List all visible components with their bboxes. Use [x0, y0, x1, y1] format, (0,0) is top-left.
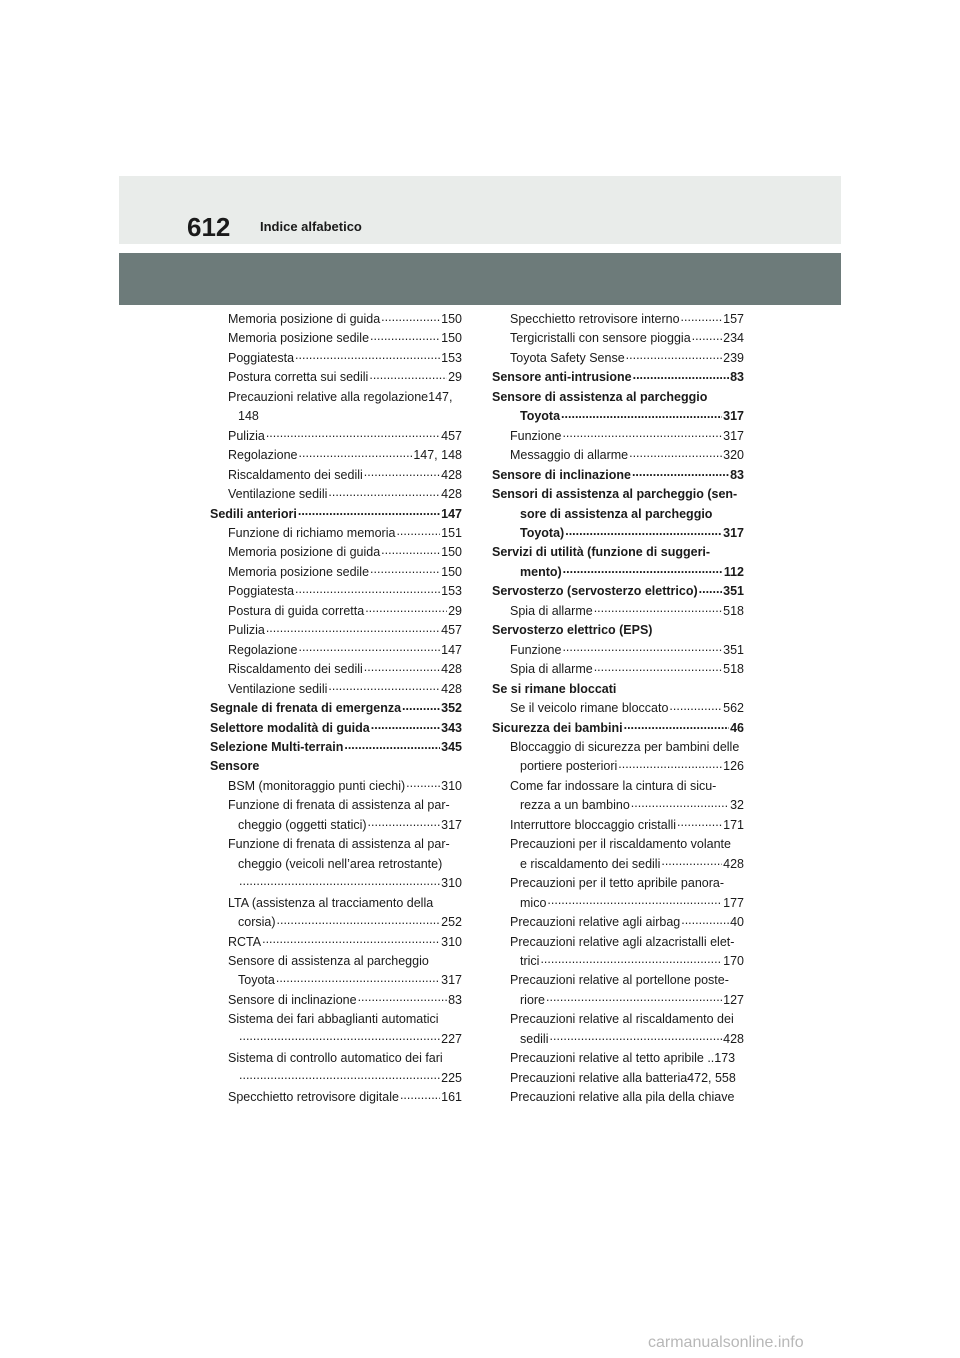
index-heading [210, 699, 462, 718]
dot-leader [239, 1072, 440, 1082]
page-ref: 127 [723, 992, 744, 1007]
page-ref: 83 [730, 467, 744, 482]
page-ref: 428 [723, 856, 744, 871]
entry-text: Selezione Multi-terrain [210, 739, 344, 754]
dot-leader [540, 955, 722, 965]
index-entry [210, 543, 462, 562]
index-heading [492, 524, 744, 543]
entry-text: Sensore di inclinazione [492, 467, 631, 482]
index-entry [492, 816, 744, 835]
dot-leader [295, 352, 440, 362]
dot-leader [328, 683, 440, 693]
index-heading [492, 543, 744, 562]
index-entry [210, 641, 462, 660]
index-entry [492, 310, 744, 329]
page-ref: 351 [723, 642, 744, 657]
entry-text: Selettore modalità di guida [210, 720, 370, 735]
section-title: Indice alfabetico [260, 219, 362, 234]
page-ref: 29 [448, 603, 462, 618]
page-ref: 29 [448, 370, 462, 385]
entry-text: sedili [520, 1031, 549, 1046]
index-entry [210, 446, 462, 465]
entry-text: Spia di allarme [510, 603, 593, 618]
dot-leader [328, 488, 440, 498]
index-heading [492, 563, 744, 582]
page-ref: 428 [441, 662, 462, 677]
dot-leader [633, 371, 729, 381]
index-entry [492, 699, 744, 718]
entry-text: Sensori di assistenza al parcheggio (sen- [492, 487, 738, 502]
entry-text: Funzione [510, 642, 562, 657]
dot-leader [364, 663, 440, 673]
entry-text: Tergicristalli con sensore pioggia [510, 331, 691, 346]
entry-text: Toyota) [520, 525, 565, 540]
page-ref: 428 [441, 467, 462, 482]
index-entry [210, 621, 462, 640]
entry-text: Servosterzo elettrico (EPS) [492, 623, 653, 638]
page-ref: 83 [448, 992, 462, 1007]
entry-text: Sensore [210, 759, 260, 774]
index-entry [492, 1010, 744, 1029]
entry-text: Riscaldamento dei sedili [228, 467, 363, 482]
page-ref: 310 [441, 876, 462, 891]
entry-text: Sedili anteriori [210, 506, 297, 521]
index-entry [492, 329, 744, 348]
entry-text: Interruttore bloccaggio cristalli [510, 817, 677, 832]
page-ref: 170 [723, 953, 744, 968]
index-entry [492, 933, 744, 952]
index-entry [492, 1069, 744, 1088]
entry-text: rezza a un bambino [520, 798, 630, 813]
page-ref: 126 [723, 759, 744, 774]
entry-text: Funzione di richiamo memoria [228, 525, 396, 540]
index-heading [210, 738, 462, 757]
index-heading [492, 582, 744, 601]
entry-text: Riscaldamento dei sedili [228, 662, 363, 677]
dot-leader [624, 722, 730, 732]
page-ref: 227 [441, 1031, 462, 1046]
page-ref: 150 [441, 312, 462, 326]
entry-text: Sensore anti-intrusione [492, 370, 632, 385]
entry-text: Toyota Safety Sense [510, 350, 625, 365]
entry-text: Precauzioni relative al portellone poste- [510, 973, 729, 988]
index-entry [210, 660, 462, 679]
index-entry [492, 913, 744, 932]
index-entry [210, 1010, 462, 1029]
page-ref: 239 [723, 350, 744, 365]
entry-text: sore di assistenza al parcheggio [520, 506, 713, 521]
page-ref: 147 [441, 642, 462, 657]
page-ref: 157 [723, 312, 744, 326]
entry-text: Pulizia [228, 623, 265, 638]
page-ref: 310 [441, 778, 462, 793]
entry-text: Come far indossare la cintura di sicu- [510, 778, 717, 793]
dot-leader [632, 469, 729, 479]
dot-leader [550, 1033, 723, 1043]
page-ref: 317 [723, 428, 744, 443]
entry-text: mico [520, 895, 547, 910]
page-ref: 153 [441, 350, 462, 365]
entry-text: Precauzioni relative al riscaldamento dei [510, 1012, 734, 1027]
page-ref: 147 [441, 506, 462, 521]
entry-text: BSM (monitoraggio punti ciechi) [228, 778, 406, 793]
entry-text: Segnale di frenata di emergenza [210, 701, 402, 716]
index-entry [210, 952, 462, 971]
index-entry [492, 971, 744, 990]
page-ref: 518 [723, 662, 744, 677]
entry-text: Memoria posizione di guida [228, 312, 381, 326]
index-entry [210, 466, 462, 485]
entry-text: Poggiatesta [228, 584, 295, 599]
index-entry [210, 1030, 462, 1049]
index-entry [492, 738, 744, 757]
index-entry [210, 427, 462, 446]
entry-text: Postura corretta sui sedili [228, 370, 369, 385]
entry-text: Ventilazione sedili [228, 681, 328, 696]
entry-text: Postura di guida corretta [228, 603, 365, 618]
index-heading [492, 621, 744, 640]
dot-leader [402, 702, 440, 712]
index-entry [492, 641, 744, 660]
dot-leader [546, 994, 722, 1004]
dot-leader [669, 702, 722, 712]
index-entry [210, 602, 462, 621]
dot-leader [631, 799, 729, 809]
watermark: carmanualsonline.info [648, 1334, 804, 1351]
page-ref: 310 [441, 934, 462, 949]
dot-leader [266, 430, 440, 440]
entry-text: Precauzioni relative alla batteria472, 558 [510, 1070, 736, 1085]
page-ref: 428 [723, 1031, 744, 1046]
dot-leader [371, 722, 440, 732]
entry-text: Toyota [520, 409, 561, 424]
index-entry [492, 1049, 744, 1068]
page-ref: 320 [723, 448, 744, 463]
page-ref: 428 [441, 487, 462, 502]
index-entry [210, 582, 462, 601]
entry-text: Messaggio di allarme [510, 448, 629, 463]
entry-text: Memoria posizione sedile [228, 564, 370, 579]
index-entry [210, 913, 462, 932]
dot-leader [565, 527, 722, 537]
page-ref: 46 [730, 720, 744, 735]
entry-text: RCTA [228, 934, 262, 949]
dot-leader [358, 994, 448, 1004]
index-heading [492, 505, 744, 524]
entry-text: Servizi di utilità (funzione di suggeri- [492, 545, 711, 560]
dot-leader [681, 916, 729, 926]
index-heading [492, 407, 744, 426]
index-column-left [210, 310, 462, 1108]
page-ref: 252 [441, 915, 462, 930]
page-ref: 428 [441, 681, 462, 696]
dot-leader [239, 1033, 440, 1043]
entry-text: Funzione [510, 428, 562, 443]
page-ref: 317 [723, 409, 744, 424]
entry-text: Regolazione [228, 642, 298, 657]
dot-leader [661, 858, 722, 868]
index-column-right [492, 310, 744, 1108]
dot-leader [594, 605, 722, 615]
dot-leader [277, 916, 441, 926]
dot-leader [262, 936, 440, 946]
dot-leader [681, 313, 723, 323]
index-entry [492, 602, 744, 621]
index-heading [492, 368, 744, 387]
index-entry [210, 991, 462, 1010]
index-entry [492, 660, 744, 679]
page-ref: 225 [441, 1070, 462, 1085]
entry-text: Memoria posizione di guida [228, 545, 381, 560]
dot-leader [365, 605, 447, 615]
entry-text: Precauzioni relative alla regolazione147, [228, 389, 453, 404]
index-entry [210, 894, 462, 913]
index-entry [492, 991, 744, 1010]
index-entry [492, 855, 744, 874]
dot-leader [364, 469, 440, 479]
index-entry [492, 874, 744, 893]
entry-text: Servosterzo (servosterzo elettrico) [492, 584, 698, 599]
index-entry [210, 816, 462, 835]
dot-leader [298, 508, 440, 518]
page-ref: 352 [441, 701, 462, 716]
dot-leader [239, 877, 440, 887]
entry-text: e riscaldamento dei sedili [520, 856, 661, 871]
index-entry [210, 971, 462, 990]
index-heading [210, 719, 462, 738]
page-ref: 518 [723, 603, 744, 618]
index-entry [210, 407, 462, 426]
dot-leader [370, 332, 440, 342]
entry-text: Specchietto retrovisore interno [510, 312, 680, 326]
page-ref: 317 [723, 525, 744, 540]
page-ref: 171 [723, 817, 744, 832]
dot-leader [381, 313, 440, 323]
entry-text: Funzione di frenata di assistenza al par- [228, 798, 450, 813]
entry-text: Precauzioni relative agli alzacristalli elet- [510, 934, 735, 949]
entry-text: riore [520, 992, 546, 1007]
page-ref: 83 [730, 370, 744, 385]
page-ref: 150 [441, 564, 462, 579]
index-entry [492, 894, 744, 913]
dot-leader [562, 644, 722, 654]
page-ref: 177 [723, 895, 744, 910]
page-ref: 457 [441, 428, 462, 443]
index-entry [210, 310, 462, 329]
index-entry [210, 1088, 462, 1107]
index-entry [492, 446, 744, 465]
entry-text: Precauzioni relative al tetto apribile .. [510, 1051, 715, 1066]
entry-text: Se il veicolo rimane bloccato [510, 701, 669, 716]
index-entry [210, 388, 462, 407]
page-ref: 150 [441, 545, 462, 560]
page-ref: 40 [730, 915, 744, 930]
entry-text: Memoria posizione sedile [228, 331, 370, 346]
index-heading [492, 719, 744, 738]
index-entry [492, 757, 744, 776]
entry-text: cheggio (veicoli nell’area retrostante) [238, 856, 443, 871]
entry-text: Precauzioni relative agli airbag [510, 915, 681, 930]
dot-leader [561, 410, 722, 420]
dot-leader [369, 371, 447, 381]
page-ref: 317 [441, 817, 462, 832]
dot-leader [368, 819, 441, 829]
page-ref: 562 [723, 701, 744, 716]
entry-text: Pulizia [228, 428, 265, 443]
dot-leader [618, 760, 722, 770]
page-ref: 150 [441, 331, 462, 346]
index-entry [210, 874, 462, 893]
entry-text: Poggiatesta [228, 350, 295, 365]
entry-text: corsia) [238, 915, 276, 930]
entry-text: Precauzioni per il riscaldamento volante [510, 837, 731, 852]
index-heading [492, 388, 744, 407]
dot-leader [276, 974, 440, 984]
page-ref: 147, 148 [413, 448, 462, 463]
page-ref: 457 [441, 623, 462, 638]
index-heading [210, 505, 462, 524]
entry-text: Precauzioni per il tetto apribile panora- [510, 876, 725, 891]
page-number: 612 [187, 212, 231, 242]
entry-text: Precauzioni relative alla pila della chiave [510, 1090, 735, 1105]
dot-leader [370, 566, 440, 576]
dot-leader [562, 430, 722, 440]
entry-text: Sensore di inclinazione [228, 992, 357, 1007]
page-ref: 153 [441, 584, 462, 599]
dot-leader [699, 585, 723, 595]
page-ref: 161 [441, 1090, 462, 1105]
index-entry [492, 777, 744, 796]
section-color-bar [119, 253, 841, 305]
index-entry [210, 777, 462, 796]
dot-leader [677, 819, 722, 829]
index-entry [210, 368, 462, 387]
page-ref: 173 [714, 1051, 736, 1066]
entry-text: Spia di allarme [510, 662, 593, 677]
index-entry [492, 835, 744, 854]
index-heading [492, 485, 744, 504]
dot-leader [266, 624, 440, 634]
entry-text: Bloccaggio di sicurezza per bambini delle [510, 739, 740, 754]
entry-text: Sensore di assistenza al parcheggio [228, 953, 429, 968]
dot-leader [295, 585, 440, 595]
index-entry [210, 1049, 462, 1068]
page-ref: 151 [441, 525, 462, 540]
index-entry [492, 1088, 744, 1107]
dot-leader [629, 449, 722, 459]
index-entry [492, 427, 744, 446]
entry-text: trici [520, 953, 540, 968]
index-entry [210, 855, 462, 874]
entry-text: LTA (assistenza al tracciamento della [228, 895, 434, 910]
page-ref: 317 [441, 973, 462, 988]
index-entry [210, 485, 462, 504]
index-entry [210, 563, 462, 582]
index-entry [492, 952, 744, 971]
entry-text: Sistema di controllo automatico dei fari [228, 1051, 443, 1066]
page-ref: 343 [441, 720, 462, 735]
index-entry [492, 796, 744, 815]
index-entry [210, 349, 462, 368]
index-heading [492, 466, 744, 485]
entry-text: Specchietto retrovisore digitale [228, 1090, 399, 1105]
index-entry [210, 680, 462, 699]
dot-leader [400, 1091, 440, 1101]
dot-leader [381, 546, 440, 556]
entry-text: Sicurezza dei bambini [492, 720, 623, 735]
dot-leader [692, 332, 722, 342]
entry-text: Se si rimane bloccati [492, 681, 617, 696]
dot-leader [563, 566, 723, 576]
entry-text: Regolazione [228, 448, 298, 463]
entry-text: Funzione di frenata di assistenza al par- [228, 837, 450, 852]
dot-leader [299, 449, 413, 459]
index-heading [492, 680, 744, 699]
dot-leader [299, 644, 441, 654]
dot-leader [406, 780, 440, 790]
index-entry [210, 933, 462, 952]
entry-text: Ventilazione sedili [228, 487, 328, 502]
entry-text: portiere posteriori [520, 759, 618, 774]
index-entry [210, 524, 462, 543]
entry-text: Sensore di assistenza al parcheggio [492, 389, 708, 404]
page-ref: 112 [723, 564, 744, 579]
dot-leader [396, 527, 440, 537]
dot-leader [547, 897, 722, 907]
index-entry [210, 796, 462, 815]
page-ref: 234 [723, 331, 744, 346]
page-ref: 351 [723, 584, 744, 599]
entry-text: Toyota [238, 973, 275, 988]
dot-leader [344, 741, 440, 751]
page-ref: 345 [441, 739, 462, 754]
entry-text: 148 [238, 409, 259, 424]
entry-text: cheggio (oggetti statici) [238, 817, 367, 832]
index-entry [492, 1030, 744, 1049]
index-heading [210, 757, 462, 776]
entry-text: mento) [520, 564, 562, 579]
index-entry [210, 1069, 462, 1088]
index-entry [210, 329, 462, 348]
index-entry [492, 349, 744, 368]
entry-text: Sistema dei fari abbaglianti automatici [228, 1012, 439, 1027]
page-ref: 32 [730, 798, 744, 813]
dot-leader [594, 663, 722, 673]
dot-leader [626, 352, 722, 362]
index-entry [210, 835, 462, 854]
